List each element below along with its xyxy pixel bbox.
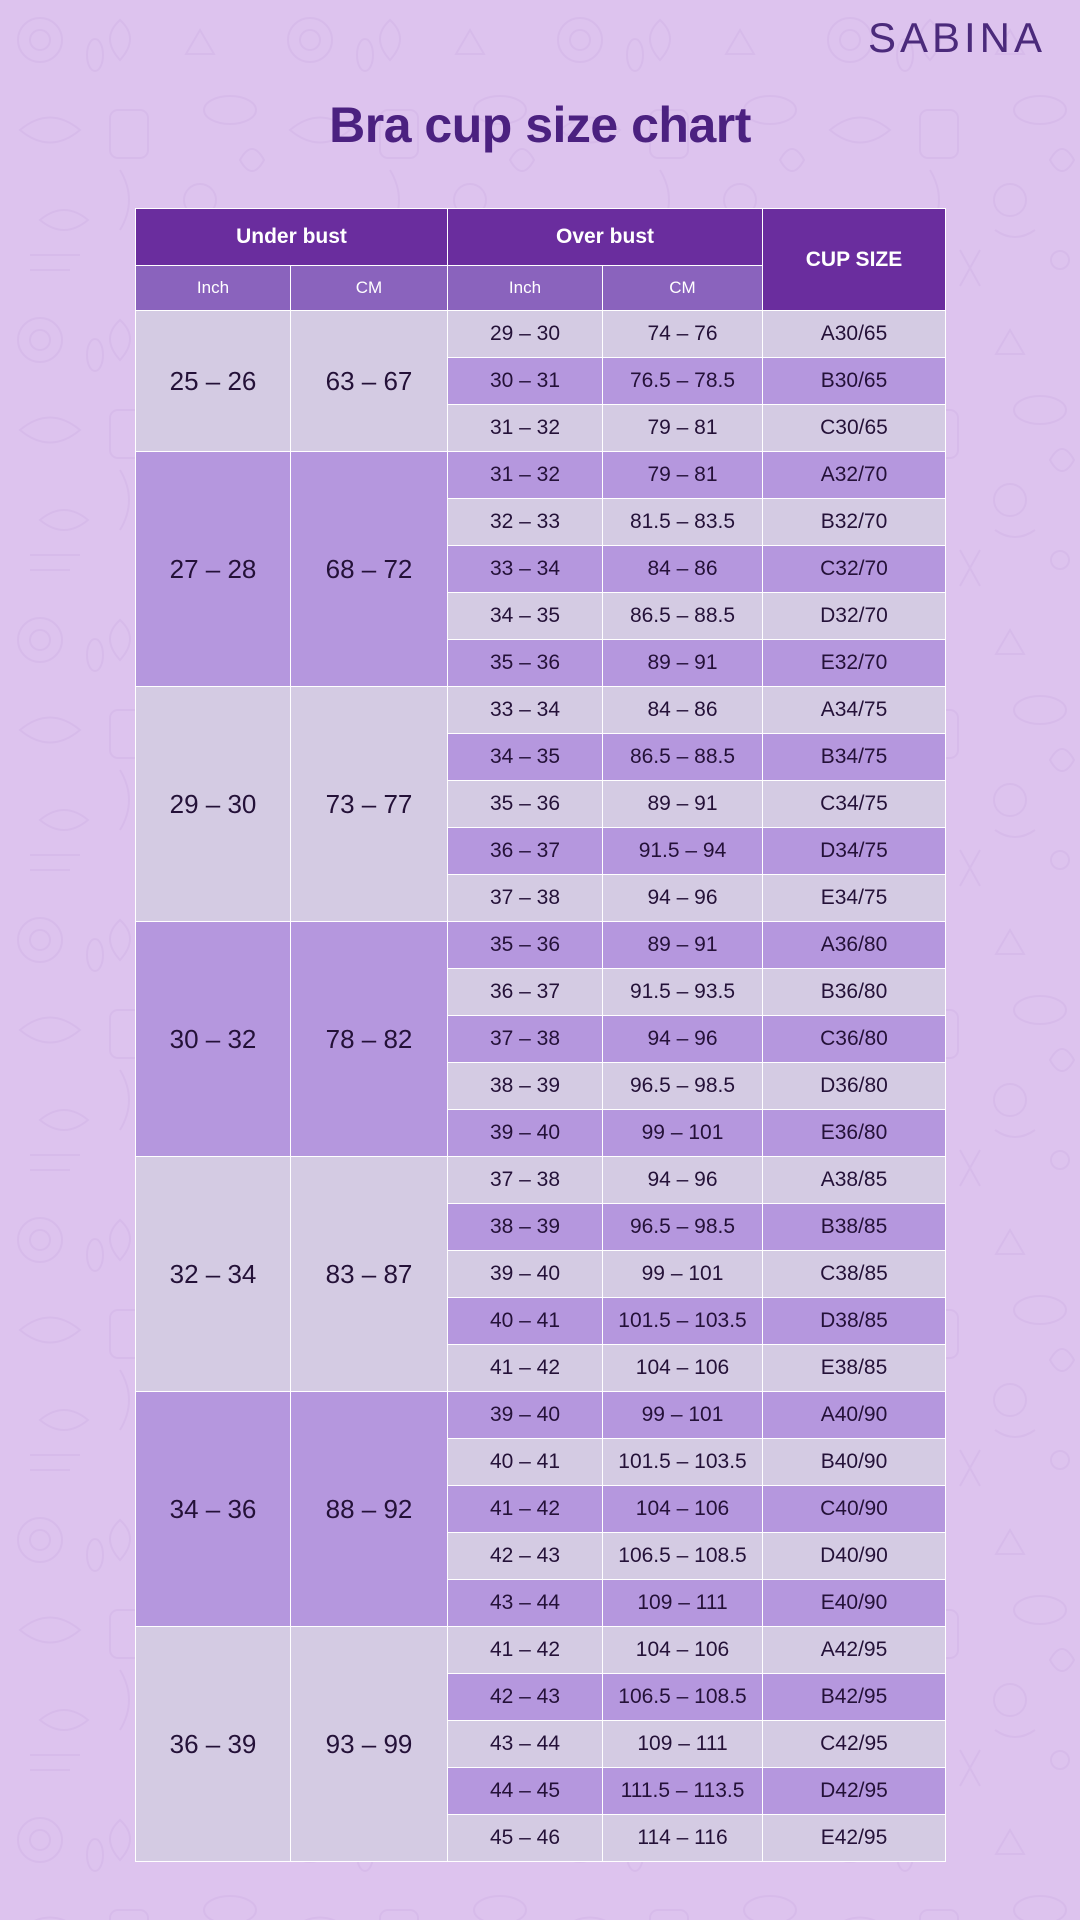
header-cup-size: CUP SIZE <box>763 209 946 311</box>
over-bust-cm-cell: 96.5 – 98.5 <box>603 1063 763 1110</box>
over-bust-inch-cell: 30 – 31 <box>448 358 603 405</box>
table-row <box>136 1627 946 1674</box>
over-bust-cm-cell: 76.5 – 78.5 <box>603 358 763 405</box>
under-bust-cm-cell: 83 – 87 <box>291 1157 448 1392</box>
cup-size-cell: E34/75 <box>763 875 946 922</box>
over-bust-inch-cell: 42 – 43 <box>448 1674 603 1721</box>
over-bust-cm-cell: 91.5 – 94 <box>603 828 763 875</box>
cup-size-cell: B40/90 <box>763 1439 946 1486</box>
over-bust-inch-cell: 40 – 41 <box>448 1298 603 1345</box>
over-bust-cm-cell: 84 – 86 <box>603 687 763 734</box>
over-bust-cm-cell: 94 – 96 <box>603 1016 763 1063</box>
size-chart-container <box>135 208 945 1862</box>
over-bust-cm-cell: 79 – 81 <box>603 405 763 452</box>
over-bust-cm-cell: 96.5 – 98.5 <box>603 1204 763 1251</box>
table-row <box>136 1392 946 1439</box>
cup-size-cell: E32/70 <box>763 640 946 687</box>
over-bust-cm-cell: 91.5 – 93.5 <box>603 969 763 1016</box>
over-bust-inch-cell: 35 – 36 <box>448 922 603 969</box>
over-bust-cm-cell: 89 – 91 <box>603 781 763 828</box>
over-bust-inch-cell: 31 – 32 <box>448 405 603 452</box>
cup-size-cell: C38/85 <box>763 1251 946 1298</box>
cup-size-cell: C36/80 <box>763 1016 946 1063</box>
over-bust-cm-cell: 94 – 96 <box>603 1157 763 1204</box>
over-bust-cm-cell: 84 – 86 <box>603 546 763 593</box>
cup-size-cell: B34/75 <box>763 734 946 781</box>
over-bust-inch-cell: 34 – 35 <box>448 593 603 640</box>
over-bust-cm-cell: 99 – 101 <box>603 1251 763 1298</box>
cup-size-cell: D34/75 <box>763 828 946 875</box>
over-bust-cm-cell: 81.5 – 83.5 <box>603 499 763 546</box>
cup-size-cell: A36/80 <box>763 922 946 969</box>
cup-size-cell: D38/85 <box>763 1298 946 1345</box>
over-bust-inch-cell: 32 – 33 <box>448 499 603 546</box>
bra-size-table <box>135 208 946 1862</box>
cup-size-cell: C40/90 <box>763 1486 946 1533</box>
over-bust-inch-cell: 44 – 45 <box>448 1768 603 1815</box>
cup-size-cell: C32/70 <box>763 546 946 593</box>
over-bust-inch-cell: 33 – 34 <box>448 687 603 734</box>
over-bust-inch-cell: 38 – 39 <box>448 1063 603 1110</box>
cup-size-cell: D42/95 <box>763 1768 946 1815</box>
table-row <box>136 1157 946 1204</box>
under-bust-cm-cell: 78 – 82 <box>291 922 448 1157</box>
over-bust-cm-cell: 109 – 111 <box>603 1580 763 1627</box>
cup-size-cell: C30/65 <box>763 405 946 452</box>
over-bust-cm-cell: 86.5 – 88.5 <box>603 593 763 640</box>
over-bust-inch-cell: 33 – 34 <box>448 546 603 593</box>
table-body <box>136 311 946 1862</box>
cup-size-cell: E40/90 <box>763 1580 946 1627</box>
over-bust-inch-cell: 35 – 36 <box>448 781 603 828</box>
under-bust-cm-cell: 73 – 77 <box>291 687 448 922</box>
over-bust-inch-cell: 37 – 38 <box>448 1157 603 1204</box>
cup-size-cell: A42/95 <box>763 1627 946 1674</box>
over-bust-inch-cell: 41 – 42 <box>448 1345 603 1392</box>
over-bust-inch-cell: 36 – 37 <box>448 969 603 1016</box>
table-row <box>136 452 946 499</box>
under-bust-inch-cell: 27 – 28 <box>136 452 291 687</box>
under-bust-inch-cell: 25 – 26 <box>136 311 291 452</box>
over-bust-inch-cell: 38 – 39 <box>448 1204 603 1251</box>
over-bust-inch-cell: 36 – 37 <box>448 828 603 875</box>
over-bust-cm-cell: 74 – 76 <box>603 311 763 358</box>
cup-size-cell: B38/85 <box>763 1204 946 1251</box>
subheader-over-cm: CM <box>603 266 763 311</box>
over-bust-inch-cell: 42 – 43 <box>448 1533 603 1580</box>
over-bust-inch-cell: 37 – 38 <box>448 1016 603 1063</box>
cup-size-cell: D32/70 <box>763 593 946 640</box>
over-bust-inch-cell: 45 – 46 <box>448 1815 603 1862</box>
over-bust-inch-cell: 43 – 44 <box>448 1580 603 1627</box>
under-bust-inch-cell: 36 – 39 <box>136 1627 291 1862</box>
over-bust-inch-cell: 35 – 36 <box>448 640 603 687</box>
under-bust-inch-cell: 30 – 32 <box>136 922 291 1157</box>
over-bust-cm-cell: 101.5 – 103.5 <box>603 1439 763 1486</box>
over-bust-inch-cell: 41 – 42 <box>448 1627 603 1674</box>
cup-size-cell: B30/65 <box>763 358 946 405</box>
header-under-bust: Under bust <box>136 209 448 266</box>
under-bust-cm-cell: 88 – 92 <box>291 1392 448 1627</box>
cup-size-cell: D40/90 <box>763 1533 946 1580</box>
over-bust-inch-cell: 37 – 38 <box>448 875 603 922</box>
over-bust-cm-cell: 89 – 91 <box>603 640 763 687</box>
under-bust-cm-cell: 93 – 99 <box>291 1627 448 1862</box>
over-bust-inch-cell: 41 – 42 <box>448 1486 603 1533</box>
under-bust-inch-cell: 34 – 36 <box>136 1392 291 1627</box>
subheader-under-cm: CM <box>291 266 448 311</box>
over-bust-inch-cell: 39 – 40 <box>448 1392 603 1439</box>
table-row <box>136 311 946 358</box>
over-bust-cm-cell: 99 – 101 <box>603 1110 763 1157</box>
cup-size-cell: B42/95 <box>763 1674 946 1721</box>
over-bust-inch-cell: 40 – 41 <box>448 1439 603 1486</box>
under-bust-cm-cell: 63 – 67 <box>291 311 448 452</box>
header-over-bust: Over bust <box>448 209 763 266</box>
cup-size-cell: B32/70 <box>763 499 946 546</box>
over-bust-cm-cell: 79 – 81 <box>603 452 763 499</box>
cup-size-cell: A32/70 <box>763 452 946 499</box>
over-bust-cm-cell: 89 – 91 <box>603 922 763 969</box>
under-bust-cm-cell: 68 – 72 <box>291 452 448 687</box>
over-bust-inch-cell: 31 – 32 <box>448 452 603 499</box>
over-bust-cm-cell: 114 – 116 <box>603 1815 763 1862</box>
cup-size-cell: E36/80 <box>763 1110 946 1157</box>
subheader-over-inch: Inch <box>448 266 603 311</box>
cup-size-cell: E42/95 <box>763 1815 946 1862</box>
cup-size-cell: A40/90 <box>763 1392 946 1439</box>
under-bust-inch-cell: 29 – 30 <box>136 687 291 922</box>
over-bust-cm-cell: 104 – 106 <box>603 1627 763 1674</box>
subheader-under-inch: Inch <box>136 266 291 311</box>
cup-size-cell: B36/80 <box>763 969 946 1016</box>
page-title: Bra cup size chart <box>329 97 751 153</box>
over-bust-cm-cell: 106.5 – 108.5 <box>603 1674 763 1721</box>
over-bust-cm-cell: 104 – 106 <box>603 1486 763 1533</box>
over-bust-cm-cell: 111.5 – 113.5 <box>603 1768 763 1815</box>
over-bust-cm-cell: 106.5 – 108.5 <box>603 1533 763 1580</box>
over-bust-cm-cell: 86.5 – 88.5 <box>603 734 763 781</box>
group-header-row <box>136 209 946 266</box>
table-header <box>136 209 946 311</box>
over-bust-cm-cell: 94 – 96 <box>603 875 763 922</box>
cup-size-cell: A34/75 <box>763 687 946 734</box>
over-bust-inch-cell: 39 – 40 <box>448 1251 603 1298</box>
cup-size-cell: C34/75 <box>763 781 946 828</box>
cup-size-cell: D36/80 <box>763 1063 946 1110</box>
over-bust-cm-cell: 101.5 – 103.5 <box>603 1298 763 1345</box>
over-bust-inch-cell: 43 – 44 <box>448 1721 603 1768</box>
over-bust-inch-cell: 34 – 35 <box>448 734 603 781</box>
over-bust-cm-cell: 99 – 101 <box>603 1392 763 1439</box>
table-row <box>136 922 946 969</box>
table-row <box>136 687 946 734</box>
over-bust-inch-cell: 39 – 40 <box>448 1110 603 1157</box>
over-bust-inch-cell: 29 – 30 <box>448 311 603 358</box>
over-bust-cm-cell: 109 – 111 <box>603 1721 763 1768</box>
cup-size-cell: E38/85 <box>763 1345 946 1392</box>
under-bust-inch-cell: 32 – 34 <box>136 1157 291 1392</box>
cup-size-cell: C42/95 <box>763 1721 946 1768</box>
cup-size-cell: A38/85 <box>763 1157 946 1204</box>
over-bust-cm-cell: 104 – 106 <box>603 1345 763 1392</box>
cup-size-cell: A30/65 <box>763 311 946 358</box>
brand-logo: SABINA <box>867 14 1046 61</box>
